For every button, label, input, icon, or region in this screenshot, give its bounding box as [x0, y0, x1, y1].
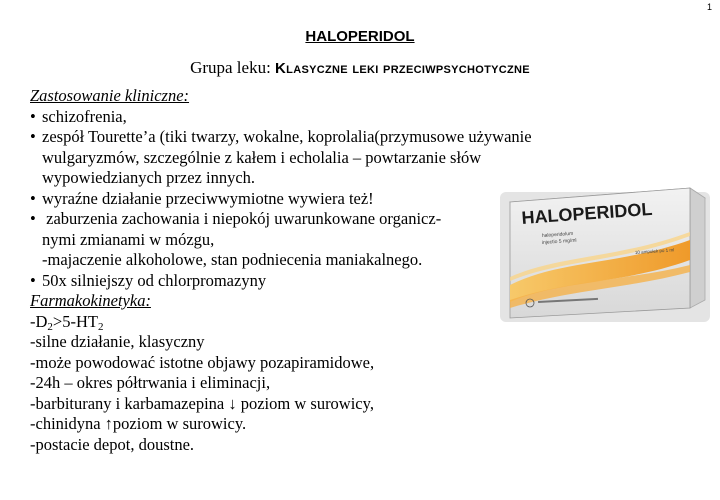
- clinical-item: • 50x silniejszy od chlorpromazyny: [30, 270, 267, 290]
- bullet-icon: •: [30, 127, 36, 146]
- drug-group: [0, 58, 720, 78]
- clinical-item: • schizofrenia,: [30, 106, 127, 126]
- product-box-graphic: [500, 180, 710, 325]
- clinical-item-continuation: wypowiedzianych przez innych.: [42, 168, 256, 187]
- pharmacokinetics-heading: Farmakokinetyka:: [30, 291, 151, 310]
- pk-item: -barbiturany i karbamazepina ↓ poziom w surowicy,: [30, 393, 374, 413]
- pk-item: -24h – okres półtrwania i eliminacji,: [30, 373, 271, 392]
- pk-item: -chinidyna ↑poziom w surowicy.: [30, 414, 247, 433]
- product-pack: 10 ampułek po 1 ml: [634, 247, 675, 255]
- product-subtitle: haloperidolum: [541, 230, 574, 239]
- clinical-item-continuation: -majaczenie alkoholowe, stan podniecenia maniakalnego.: [42, 250, 423, 269]
- clinical-use-heading: Zastosowanie kliniczne:: [30, 86, 190, 105]
- box-side-face: [690, 188, 705, 308]
- product-dose: injectio 5 mg/ml: [541, 237, 577, 246]
- pk-item: -może powodować istotne objawy pozapiramidowe,: [30, 352, 375, 372]
- page-title: HALOPERIDOL: [305, 28, 415, 45]
- page-number: 1: [706, 2, 712, 12]
- clinical-item: • zespół Tourette’a (tiki twarzy, wokalne, koprolalia(przymusowe używanie: [30, 127, 532, 146]
- product-brand: HALOPERIDOL: [520, 198, 653, 228]
- pk-item: -postacie depot, doustne.: [30, 434, 195, 454]
- bullet-icon: •: [30, 106, 36, 126]
- drug-group-name: Klasyczne leki przeciwpsychotyczne: [275, 60, 530, 77]
- bullet-icon: •: [30, 270, 36, 290]
- receptor-ratio: $-D_2>5-HT_2$: [30, 311, 104, 333]
- clinical-item: • wyraźne działanie przeciwwymiotne wywiera też!: [30, 188, 374, 208]
- drug-group-label: Grupa leku:: [190, 58, 276, 77]
- clinical-item-continuation: wulgaryzmów, szczególnie z kałem i echolalia – powtarzanie słów: [42, 147, 482, 167]
- product-box-image: [500, 180, 710, 325]
- bullet-icon: •: [30, 209, 36, 228]
- clinical-item: • zaburzenia zachowania i niepokój uwarunkowane organicz-: [30, 209, 442, 228]
- clinical-item-continuation: nymi zmianami w mózgu,: [42, 229, 215, 249]
- pk-item: -silne działanie, klasyczny: [30, 332, 205, 351]
- bullet-icon: •: [30, 188, 36, 208]
